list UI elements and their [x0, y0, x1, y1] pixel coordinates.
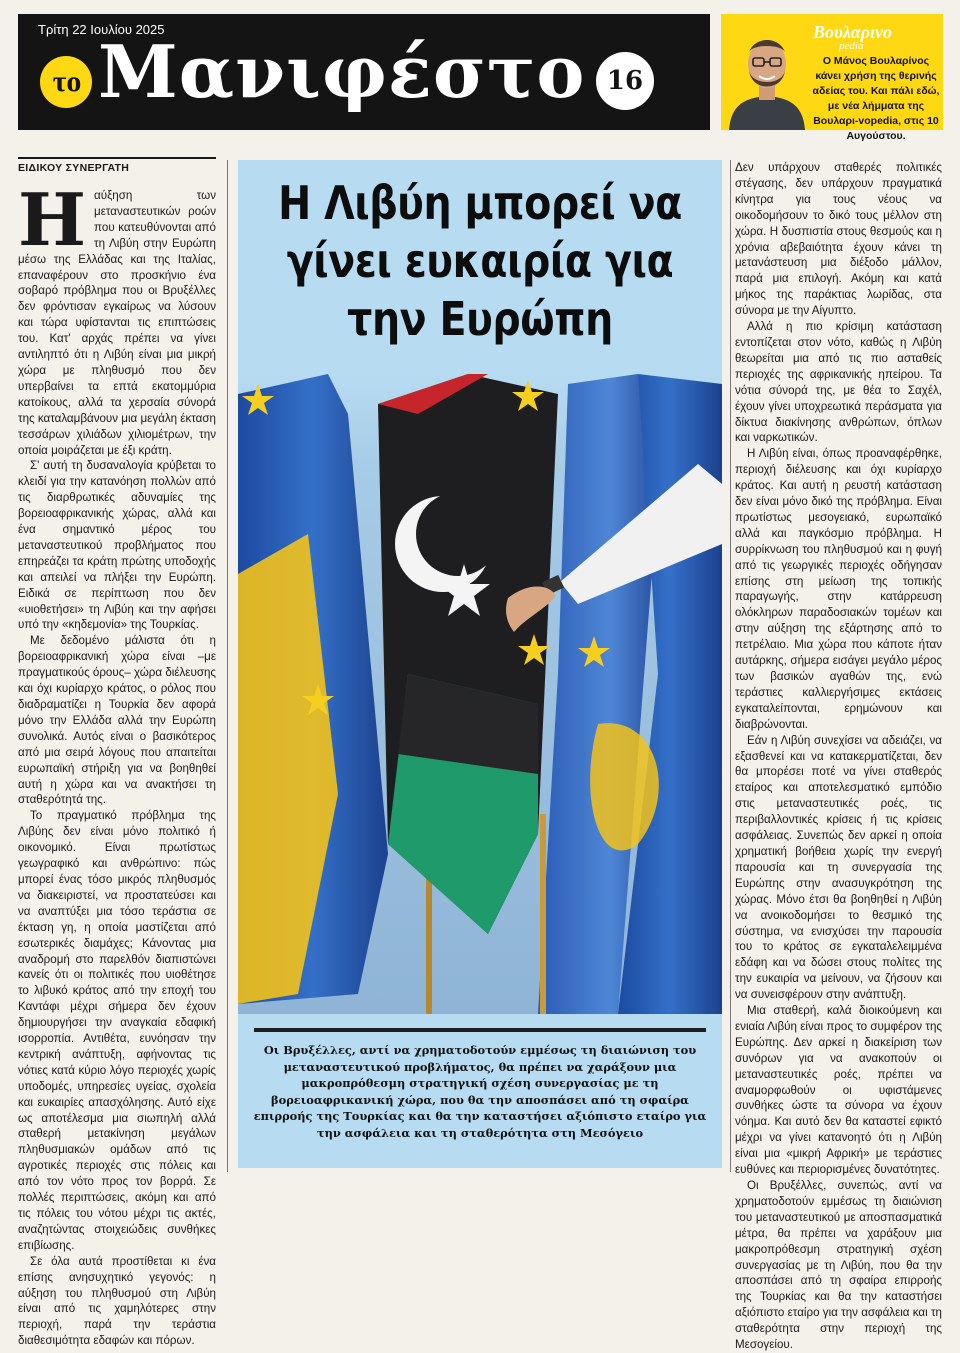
column-divider	[730, 160, 731, 1172]
feature-panel	[238, 160, 722, 1168]
article-paragraph: Οι Βρυξέλλες, συνεπώς, αντί να χρηματοδοτούν εμμέσως τη διαιώνιση του μεταναστευτικού με αποσπασματικά μέτρα, θα πρέπει να χαράξουν μια μακροπρόθεσμη στρατηγική σχέση συνεργασίας με τη Λιβύη, που θα την αποσπάσει από τη σφαίρα επιρροής της Τουρκίας και θα την καταστήσει αξιόπιστο εταίρο για την ασφάλεια και τη σταθερότητα στην περιοχή της Μεσογείου.	[735, 1179, 942, 1352]
logo-badge	[40, 56, 92, 108]
logo-prefix: το	[52, 65, 82, 98]
promo-brand-sub: pedia	[839, 40, 864, 52]
article-paragraph	[18, 177, 216, 458]
issue-date: Τρίτη 22 Ιουλίου 2025	[38, 22, 165, 37]
article-paragraph: Σ' αυτή τη δυσαναλογία κρύβεται το κλειδί για την κατανόηση πολλών από τις διαρθρωτικές αδυναμίες της βορειοαφρικανικής χώρας, αλλά και ένα σημαντικό μέρος του μεταναστευτικού προβλήματος που επηρεάζει τα κράτη πρώτης υποδοχής και απειλεί να πλήξει την Ευρώπη. Ειδικά σε περίπτωση που δεν «υιοθετήσει» τη Λιβύη και την αφήσει υπό την «κηδεμονία» της Τουρκίας.	[18, 459, 216, 632]
article-paragraph: Εάν η Λιβύη συνεχίσει να αδειάζει, να εξασθενεί και να κατακερματίζεται, δεν θα μπορέσει ποτέ να γίνει σταθερός εταίρος και αποτελεσματικό εμπόδιο στις μεταναστευτικές ροές, τις περιβαλλοντικές κρίσεις ή τις κρίσεις ασφάλειας. Συνεπώς δεν αρκεί η οποία χρηματική βοήθεια χωρίς την ενεργή παρουσία και τη συνεργασία της Ευρώπης στην ανασυγκρότηση της χώρας. Μόνο έτσι θα βοηθηθεί η Λιβύη να ανοικοδομήσει το θεσμικό της σύστημα, να ενισχύσει την παρουσία του το κράτος σε εγκαταλελειμμένα εδάφη και να δώσει στους πολίτες της την ευκαιρία να μείνουν, να ζήσουν και να συνεισφέρουν στην ανάπτυξη.	[735, 733, 942, 1002]
byline: ΕΙΔΙΚΟΥ ΣΥΝΕΡΓΑΤΗ	[18, 162, 130, 174]
article-paragraph: Αλλά η πιο κρίσιμη κατάσταση εντοπίζεται στον νότο, καθώς η Λιβύη θεωρείται μια από τις πιο ασταθείς περιοχές της αφρικανικής ηπείρου. Τα νότια σύνορά της, με θέα το Σαχέλ, έχουν γίνει υποχρεωτικά περάσματα για δίκτυα διακίνησης ανθρώπων, όπλων και ναρκωτικών.	[735, 320, 942, 445]
columnist-promo[interactable]	[721, 14, 943, 142]
promo-text: Ο Μάνος Βουλαρίνος κάνει χρήση της θερινής αδείας του. Και πάλι εδώ, με νέα λήμματα της Βουλαρι-vopedia, στις 10 Αυγούστου.	[812, 55, 940, 142]
masthead	[18, 14, 710, 130]
newspaper-title: Μανιφέστο	[98, 29, 586, 114]
pullquote: Οι Βρυξέλλες, αντί να χρηματοδοτούν εμμέσως τη διαιώνιση του μεταναστευτικού προβλήματος, θα πρέπει να χαράξουν μια μακροπρόθεσμη στρατηγική σχέση συνεργασίας με τη βορειοαφρικανική χώρα, που θα την αποσπάσει από τη σφαίρα επιρροής της Τουρκίας και θα την καταστήσει αξιόπιστο εταίρο για την ασφάλεια και τη σταθερότητα στη Μεσόγειο	[253, 1043, 707, 1140]
article-paragraph: Σε όλα αυτά προστίθεται κι ένα επίσης ανησυχητικό γεγονός: η αύξηση του πληθυσμού στη Λιβύη είναι από τις χαμηλότερες στην περιοχή, παρά την τεράστια διαθεσιμότητα εδαφών και πόρων.	[18, 1254, 216, 1348]
headline: Η Λιβύη μπορεί να γίνει ευκαιρία για την Ευρώπη	[278, 176, 682, 346]
columnist-photo	[725, 22, 809, 130]
section-rule	[18, 157, 216, 159]
page-number: 16	[596, 52, 654, 110]
column-divider	[227, 160, 228, 1172]
article-column-right	[735, 160, 942, 1352]
pullquote-rule	[254, 1028, 706, 1032]
article-column-left	[18, 177, 217, 1348]
paragraph-text: αύξηση των μεταναστευτικών ροών που κατευθύνονται από τη Λιβύη στην Ευρώπη μέσω της Ελλάδας και της Ιταλίας, επαναφέρουν στο προσκήνιο ένα σοβαρό πρόβλημα που οι Βρυξέλλες δεν φρόντισαν εγκαίρως να λύσουν και τώρα υφίστανται τις επιπτώσεις του. Κατ' αρχάς πρέπει να γίνει αντιληπτό ότι η Λιβύη είναι μια μικρή χώρα με πληθυσμό που δεν υπερβαίνει τα επτά εκατομμύρια κατοίκους, αλλά τα χερσαία σύνορά της καταλαμβάνουν μια μεγάλη έκταση τεσσάρων χιλιάδων χιλιομέτρων, την οποία μοιράζεται με έξι κράτη.	[18, 189, 216, 457]
flags-photo	[238, 374, 722, 1014]
promo-brand: Βουλαρινο	[813, 22, 893, 42]
article-paragraph: Η Λιβύη είναι, όπως προαναφέρθηκε, περιοχή διέλευσης και όχι κυρίαρχο κράτος. Και αυτή η ρευστή κατάσταση δεν είναι μόνο δικό της πρόβλημα. Είναι πρωτίστως μεσογειακό, ευρωπαϊκό αλλά και παγκόσμιο πρόβλημα. Η συρρίκνωση του πληθυσμού και η φυγή από τις γεωργικές περιοχές οδήγησαν επίσης στη μείωση της τοπικής παραγωγής, στην κατάρρευση ολόκληρων παραδοσιακών τομέων και στην αύξηση της εξάρτησης από το πετρέλαιο. Μια χώρα που κάποτε ήταν αυτάρκης, σήμερα εισάγει μεγάλο μέρος των βασικών αγαθών της, ενώ τεράστιες καλλιεργήσιμες εκτάσεις εγκαταλείπονται, ερημώνουν και διαβρώνονται.	[735, 447, 942, 731]
dropcap: Η	[18, 177, 87, 262]
article-paragraph: Μια σταθερή, καλά διοικούμενη και ενιαία Λιβύη είναι προς το συμφέρον της Ευρώπης. Δεν αρκεί η διακείριση των συνόρων για να ανακοπούν οι μεταναστευτικές ροές, πρέπει να αναμορφωθούν οι υφιστάμενες συνθήκες ώστε τα σύνορα να έχουν νόημα. Και αυτό δεν θα καταστεί εφικτό μέχρι να γίνει κατανοητό ότι η Λιβύη είναι μια «μικρή Αφρική» με τεράστιες ευθύνες και περιορισμένες δυνατότητες.	[735, 1004, 942, 1177]
article-paragraph: Δεν υπάρχουν σταθερές πολιτικές στέγασης, δεν υπάρχουν πραγματικά κίνητρα για τους νέους να οικοδομήσουν το δικό τους μέλλον στη χώρα. Η δυσπιστία στους θεσμούς και η χρόνια αβεβαιότητα έχουν κάνει τη μετανάστευση μια διέξοδο μάλλον, παρά μια επιλογή. Ακόμη και κατά μήκος της παράκτιας λωρίδας, στα σύνορα με την Αίγυπτο.	[735, 161, 942, 318]
article-paragraph: Με δεδομένο μάλιστα ότι η βορειοαφρικανική χώρα είναι –με πραγματικούς όρους– χώρα διέλευσης και όχι κυρίαρχο κράτος, ο ρόλος που διαδραματίζει η Τουρκία δεν αφορά μόνο την Ελλάδα αλλά την Ευρώπη συνολικά. Αυτός είναι ο βασικότερος από μια σειρά λόγους που απαιτείται ευρωπαϊκή στήριξη για να βοηθηθεί αυτή η χώρα και να ανακτήσει τη σταθερότητά της.	[18, 634, 217, 807]
article-paragraph: Το πραγματικό πρόβλημα της Λιβύης δεν είναι μόνο πολιτικό ή οικονομικό. Είναι πρωτίστως γεωγραφικό και ανθρώπινο: πώς μπορεί ένας τόσο μικρός πληθυσμός να διακειριστεί, να προστατεύσει και να αναπτύξει μια τόσο τεράστια σε έκταση γη, η οποία μαστίζεται από εσωτερικές διαμάχες; Κάνοντας μια αναδρομή στο παρελθόν διαπιστώνει κανείς ότι οι πολιτικές που υιοθέτησε το λιβυκό κράτος από την εποχή του Καντάφι μέχρι σήμερα δεν έχουν δημιουργήσει την αναγκαία εδαφική ισορροπία. Αντιθέτα, ευνόησαν την κεντρική ανάπτυξη, αφήνοντας τις νότιες κατά κύριο λόγο περιοχές χωρίς υποδομές, υπηρεσίες υγείας, σχολεία και ευκαιρίες απασχόλησης. Αυτό είχε ως αποτέλεσμα μια σιωπηλή αλλά σταθερή μετακίνηση μεγάλων πληθυσμιακών ομάδων από τις αγροτικές περιοχές στις πόλεις και από τον νότο προς τον βορρά. Σε πολλές περιπτώσεις, ακόμη και από τις πόλεις του νότου μέχρι τις ακτές, αναζητώντας στοιχειώδεις συνθήκες επιβίωσης.	[18, 809, 216, 1252]
